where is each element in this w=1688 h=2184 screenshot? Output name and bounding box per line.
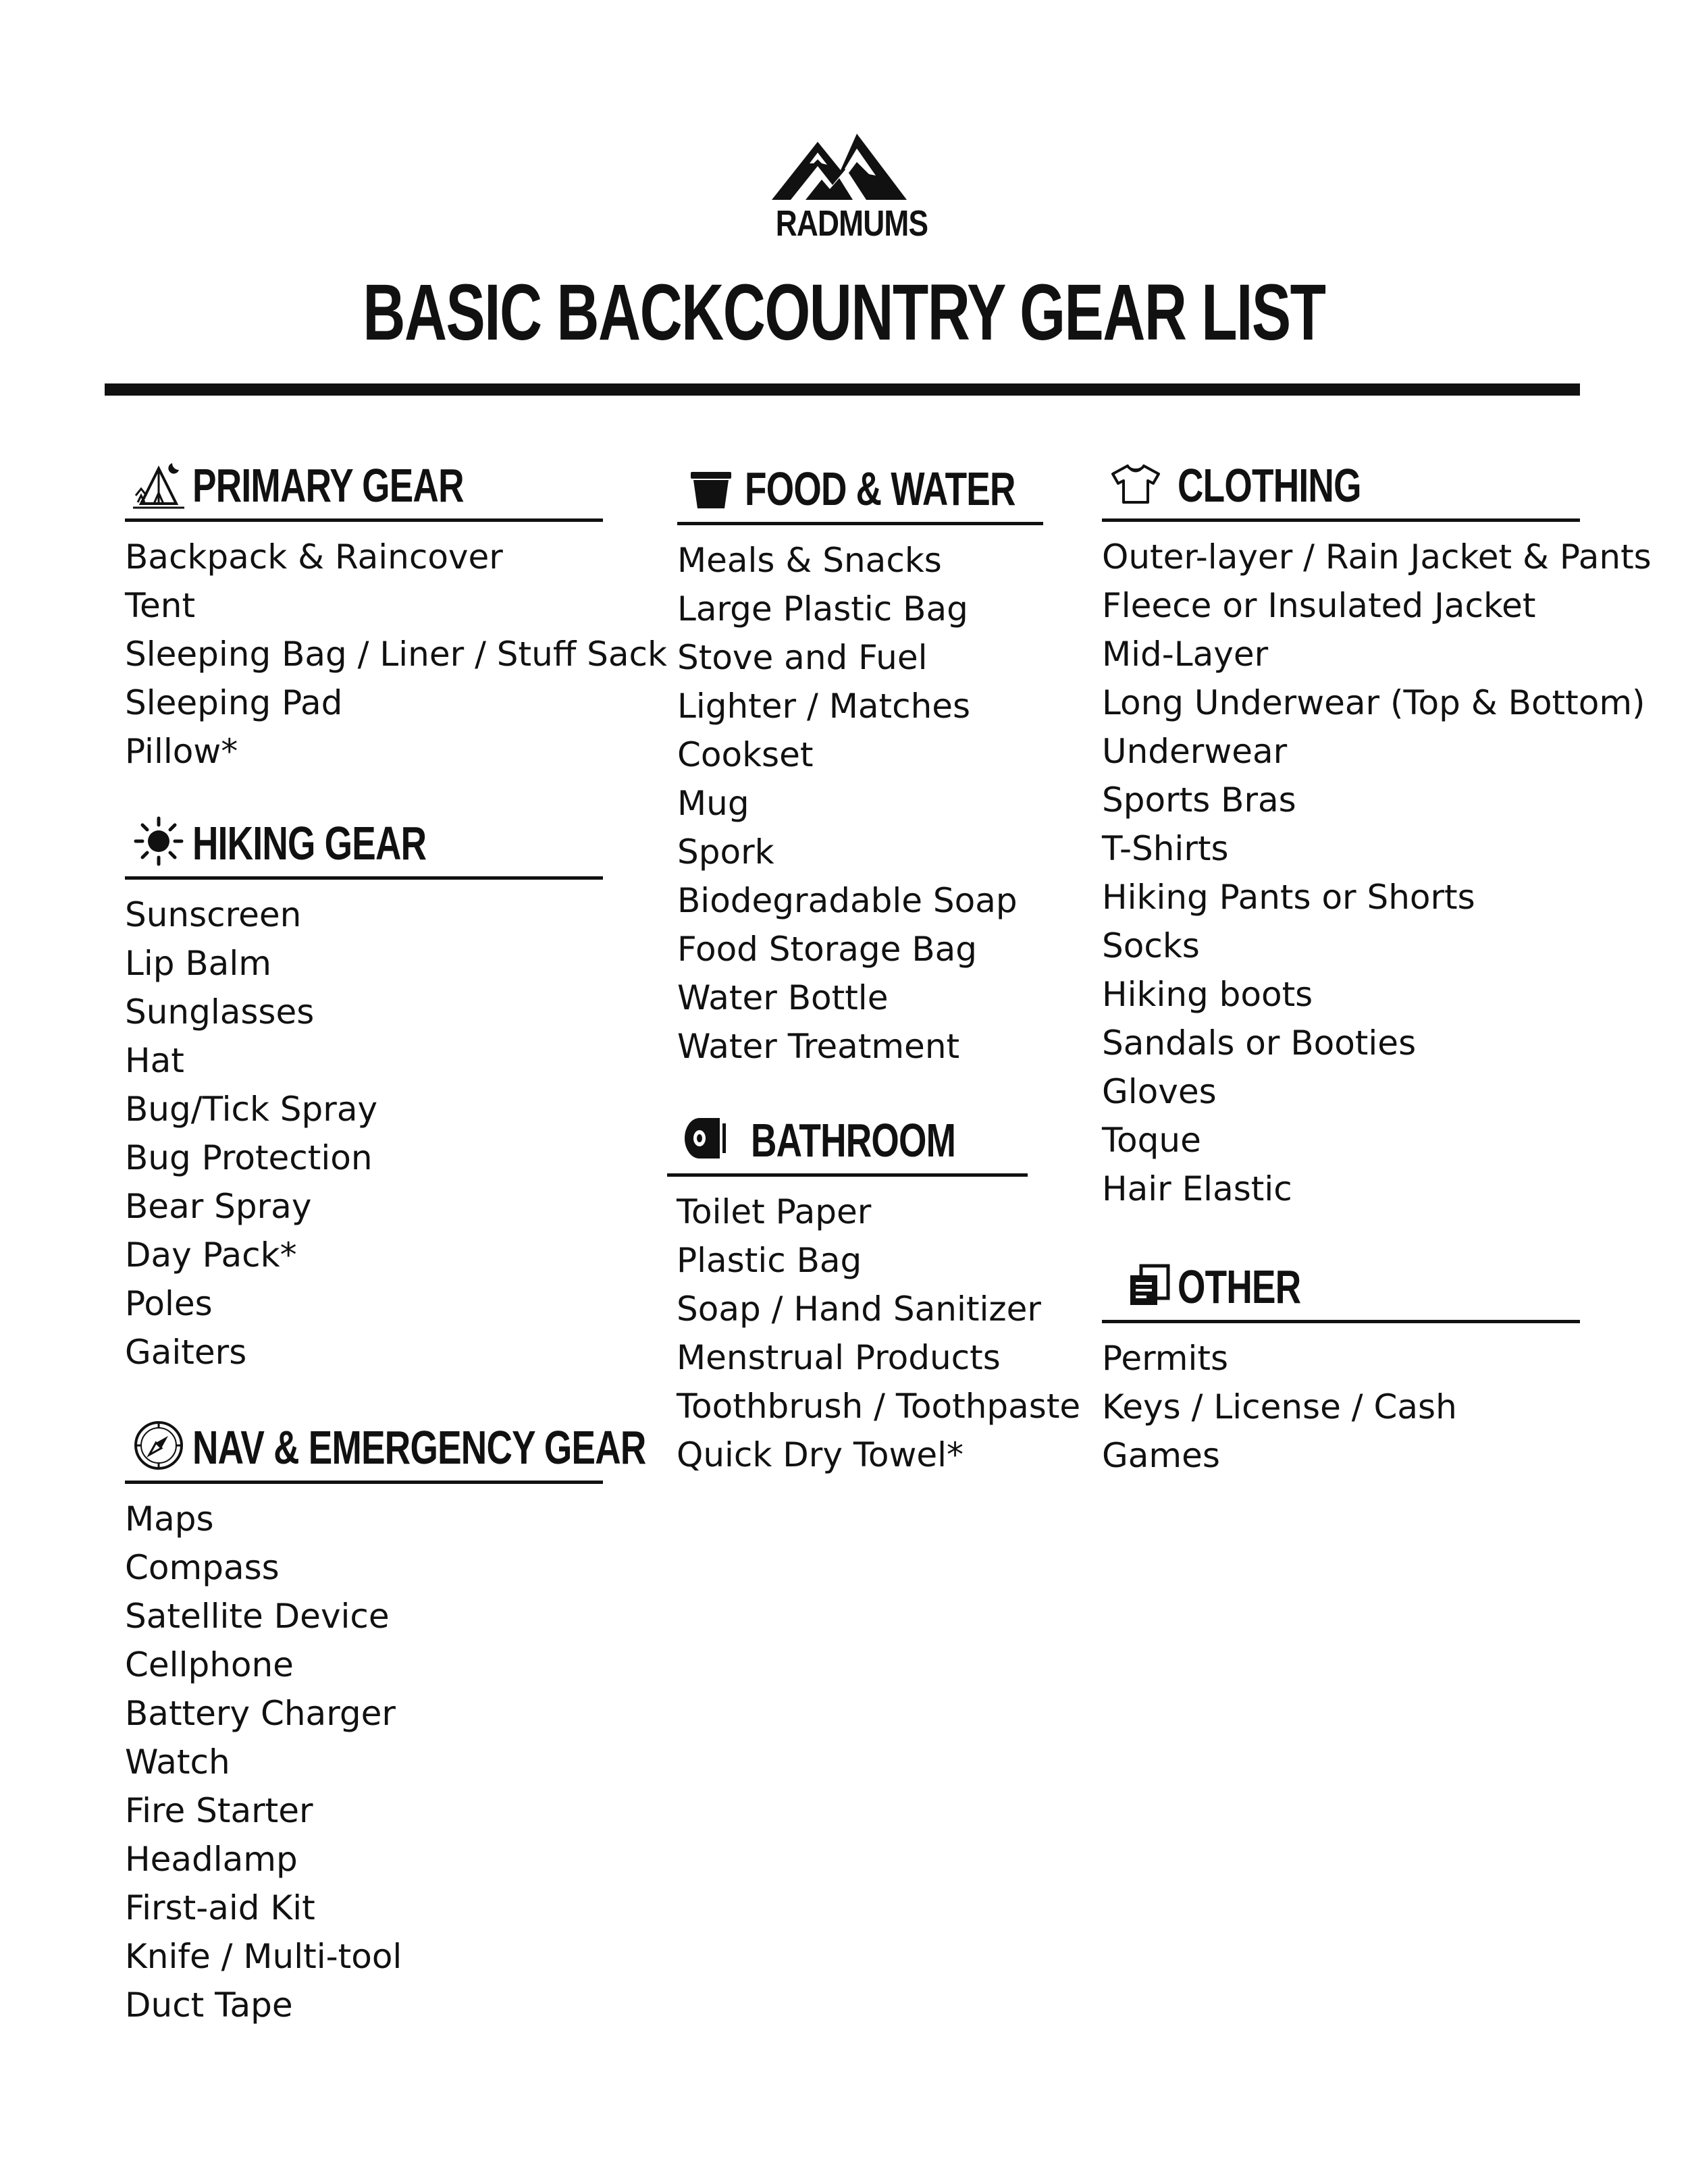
item-list [125, 880, 603, 1377]
section-primary-gear [125, 451, 668, 776]
toilet-paper-icon [681, 1111, 735, 1165]
section-title: NAV & EMERGENCY GEAR [192, 1421, 646, 1474]
list-item: Day Pack* [125, 1235, 297, 1275]
list-item: Hat [125, 1041, 184, 1080]
page-title: BASIC BACKCOUNTRY GEAR LIST [363, 268, 1325, 357]
item-list [677, 525, 1043, 1071]
list-item: Soap / Hand Sanitizer [677, 1289, 1041, 1329]
list-item: Mid-Layer [1102, 635, 1269, 674]
list-item: Large Plastic Bag [677, 589, 968, 629]
list-item: Hair Elastic [1102, 1169, 1292, 1208]
brand-name: RADMUMS [775, 203, 928, 244]
list-item: Tent [125, 586, 196, 625]
list-item: Hiking boots [1102, 975, 1313, 1014]
list-item: Toothbrush / Toothpaste [677, 1387, 1081, 1426]
documents-icon [1122, 1258, 1176, 1312]
list-item: Long Underwear (Top & Bottom) [1102, 683, 1645, 722]
list-item: Compass [125, 1548, 280, 1587]
section-header [125, 451, 603, 522]
section-food-water [677, 454, 1043, 1071]
section-header [125, 809, 603, 880]
section-other [1102, 1252, 1580, 1480]
section-hiking-gear [125, 809, 603, 1377]
list-item: Water Bottle [677, 978, 889, 1017]
list-item: Permits [1102, 1339, 1229, 1378]
section-title: FOOD & WATER [745, 462, 1016, 515]
section-header [1102, 451, 1580, 522]
list-item: Sunglasses [125, 992, 315, 1032]
list-item: Sunscreen [125, 895, 302, 934]
compass-icon [132, 1418, 186, 1472]
list-item: Sleeping Bag / Liner / Stuff Sack [125, 635, 668, 674]
list-item: Battery Charger [125, 1694, 396, 1733]
list-item: Lip Balm [125, 944, 271, 983]
section-header [667, 1106, 1028, 1177]
section-header [1102, 1252, 1580, 1323]
list-item: Toilet Paper [677, 1192, 872, 1231]
list-item: Meals & Snacks [677, 541, 942, 580]
list-item: Toque [1102, 1121, 1201, 1160]
list-item: Socks [1102, 926, 1200, 965]
list-item: Duct Tape [125, 1986, 293, 2025]
list-item: Bug Protection [125, 1138, 373, 1177]
list-item: Stove and Fuel [677, 638, 928, 677]
item-list [1102, 522, 1652, 1213]
t-shirt-icon [1109, 456, 1163, 510]
list-item: Bug/Tick Spray [125, 1090, 378, 1129]
list-item: Gaiters [125, 1333, 247, 1372]
list-item: Maps [125, 1499, 214, 1539]
list-item: Watch [125, 1742, 230, 1782]
list-item: Satellite Device [125, 1597, 390, 1636]
list-item: Plastic Bag [677, 1241, 862, 1280]
radmums-logo [762, 132, 928, 244]
bucket-icon [684, 460, 738, 514]
list-item: Fire Starter [125, 1791, 313, 1830]
section-title: CLOTHING [1178, 459, 1361, 512]
section-title: PRIMARY GEAR [192, 459, 464, 512]
section-bathroom [667, 1106, 1081, 1479]
item-list [125, 522, 668, 776]
section-title: OTHER [1178, 1260, 1301, 1313]
camping-tent-icon [132, 456, 186, 510]
item-list [1102, 1323, 1580, 1480]
list-item: T-Shirts [1102, 829, 1229, 868]
list-item: Gloves [1102, 1072, 1217, 1111]
list-item: Lighter / Matches [677, 687, 971, 726]
list-item: Keys / License / Cash [1102, 1387, 1457, 1427]
list-item: Pillow* [125, 732, 238, 771]
list-item: Sports Bras [1102, 780, 1296, 820]
list-item: Sandals or Booties [1102, 1023, 1417, 1063]
list-item: Water Treatment [677, 1027, 960, 1066]
list-item: Mug [677, 784, 749, 823]
sun-icon [132, 814, 186, 868]
list-item: Headlamp [125, 1840, 298, 1879]
mountain-logo-icon [765, 132, 914, 204]
list-item: Cellphone [125, 1645, 294, 1684]
title-divider [105, 383, 1580, 396]
list-item: Poles [125, 1284, 213, 1323]
list-item: Quick Dry Towel* [677, 1435, 964, 1474]
list-item: Biodegradable Soap [677, 881, 1018, 920]
list-item: Knife / Multi-tool [125, 1937, 402, 1976]
list-item: Menstrual Products [677, 1338, 1001, 1377]
list-item: Bear Spray [125, 1187, 312, 1226]
section-title: BATHROOM [751, 1114, 956, 1167]
list-item: Underwear [1102, 732, 1288, 771]
list-item: Games [1102, 1436, 1220, 1475]
section-header [125, 1413, 646, 1484]
list-item: Outer-layer / Rain Jacket & Pants [1102, 537, 1652, 577]
list-item: First-aid Kit [125, 1888, 315, 1927]
item-list [125, 1484, 603, 2029]
list-item: Spork [677, 832, 774, 872]
section-title: HIKING GEAR [192, 817, 427, 870]
list-item: Backpack & Raincover [125, 537, 503, 577]
list-item: Fleece or Insulated Jacket [1102, 586, 1536, 625]
section-header [677, 454, 1043, 525]
item-list [667, 1177, 1081, 1479]
list-item: Hiking Pants or Shorts [1102, 878, 1475, 917]
list-item: Cookset [677, 735, 814, 774]
section-clothing [1102, 451, 1652, 1213]
list-item: Food Storage Bag [677, 930, 977, 969]
list-item: Sleeping Pad [125, 683, 343, 722]
section-nav-emergency-gear [125, 1413, 646, 2029]
